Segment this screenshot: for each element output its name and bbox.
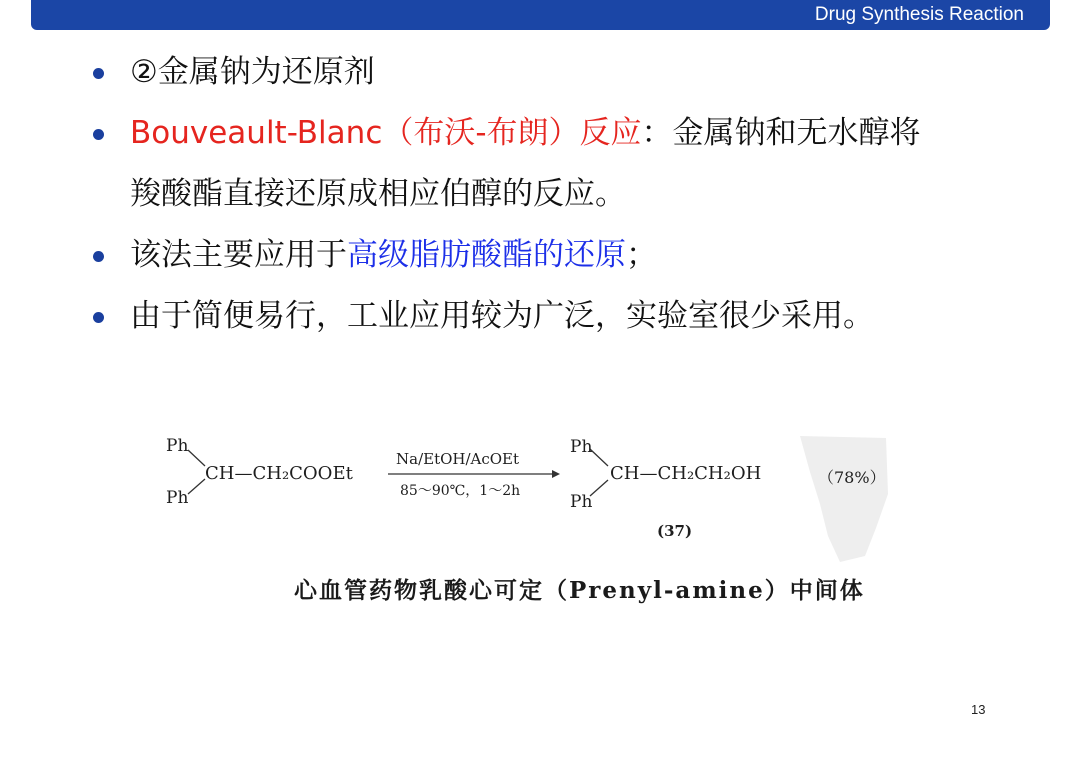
reagent-label: Na/EtOH/AcOEt: [396, 450, 520, 468]
bullet-dot-icon: [93, 312, 104, 323]
bullet-item-2: [92, 103, 1012, 225]
yield-label: （78%）: [818, 468, 886, 487]
reactant-phenyl-bottom: Ph: [166, 488, 189, 508]
bullet-dot-icon: [93, 251, 104, 262]
reaction-name-highlight: Bouveault-Blanc（布沃-布朗）反应: [130, 115, 642, 151]
bullet-text: ：金属钠和无水醇将: [641, 115, 921, 151]
reaction-arrow-head: [552, 470, 560, 478]
product-chain: CH—CH₂CH₂OH: [610, 463, 762, 484]
product-bottom-bond: [590, 480, 608, 496]
bullet-dot-icon: [93, 129, 104, 140]
application-highlight: 高级脂肪酸酯的还原: [347, 237, 626, 273]
scan-background-patch: [800, 436, 888, 562]
bullet-item-3: [92, 225, 1012, 286]
product-top-bond: [590, 449, 608, 466]
reactant-top-bond: [188, 450, 205, 466]
product-phenyl-bottom: Ph: [570, 492, 593, 512]
bullet-item-1: [92, 42, 1012, 103]
bullet-list: [92, 42, 1012, 347]
bullet-text-continuation: 羧酸酯直接还原成相应伯醇的反应。: [130, 176, 626, 212]
reactant-bottom-bond: [188, 479, 205, 494]
reaction-scheme-figure: [160, 432, 900, 622]
bullet-item-4: [92, 286, 1012, 347]
bullet-text: 该法主要应用于: [130, 237, 347, 273]
compound-number-label: (37): [657, 522, 693, 540]
page-number: 13: [971, 702, 986, 717]
reactant-chain: CH—CH₂COOEt: [205, 463, 353, 484]
header-bar: [31, 0, 1050, 30]
reactant-phenyl-top: Ph: [166, 436, 189, 456]
conditions-label: 85～90℃，1～2h: [400, 483, 521, 499]
bullet-dot-icon: [93, 68, 104, 79]
header-title: Drug Synthesis Reaction: [814, 4, 1024, 25]
bullet-text-suffix: ；: [626, 237, 657, 273]
product-phenyl-top: Ph: [570, 437, 593, 457]
bullet-text: ②金属钠为还原剂: [130, 54, 375, 90]
bullet-text: 由于简便易行，工业应用较为广泛，实验室很少采用。: [130, 298, 874, 334]
figure-caption: 心血管药物乳酸心可定（Prenyl-amine）中间体: [294, 577, 865, 604]
